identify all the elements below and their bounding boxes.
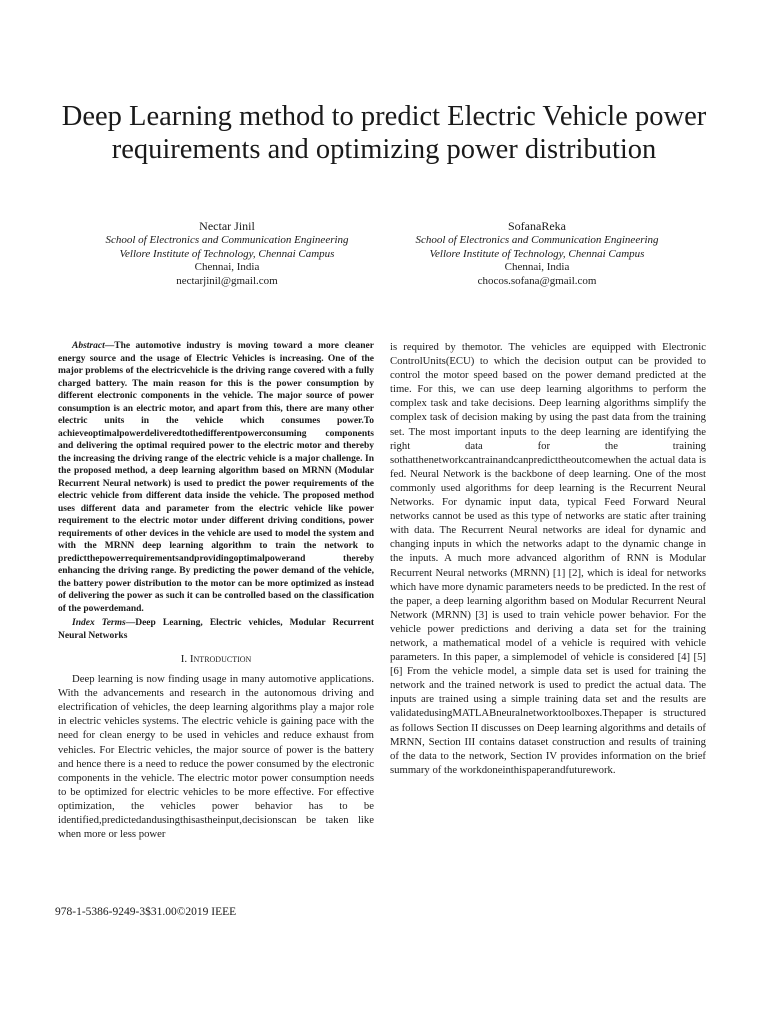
section-heading-introduction xyxy=(58,652,374,666)
author-location: Chennai, India xyxy=(504,261,570,273)
section-number: I. xyxy=(180,653,188,665)
introduction-paragraph-continued: is required by themotor. The vehicles are equipped with Electronic ControlUnits(ECU) to which the decision output can be provided to control the motor speed based on the power demand predicted at the time. For this, we can use deep learning algorithms to perform the complex task and take decisions. Deep learning algorithms simplify the complex task of decision making by using the past data from the training set. The most important inputs to the deep learning are identifying the right data for the training sothatthenetworkcantrainandcanpredicttheoutcomewhen the actual data is fed. Neural Network is the backbone of deep learning. One of the most commonly used algorithms for deep learning is the Recurrent Neural Networks. For dynamic input data, typical Feed Forward Neural networks cannot be used as this type of networks are static after training with data. The Recurrent Neural networks are ideal for dynamic and changing inputs in which the networks adapt to the dynamic change in the inputs. A much more advanced algorithm of RNN is Modular Recurrent Neural networks (MRNN) [1] [2], which is ideal for networks which have more dynamic parameters needs to be predicted. In the rest of the paper, a deep learning algorithm based on Modular Recurrent Neural Network (MRNN) [3] is used to train vehicle power behavior. For the vehicle power predictions and deriving a data set for the training network, a mathematical model of a vehicle is required with vehicle parameters. In this paper, a simplemodel of vehicle is considered [4] [5] [6] From the vehicle model, a simple data set is used for training the network and the trained network is used to predict the actual data. The inputs are trained using a simple training data set and the results are validatedusingMATLABneuralnetworktoolboxes.Thepaper is structured as follows Section II discusses on Deep learning algorithms and details of MRNN, Section III contains dataset construction and results of training of the data to the network, Section IV provides information on the brief summary of the workdoneinthispaperandfuturework. xyxy=(390,341,706,776)
introduction-paragraph: Deep learning is now finding usage in many automotive applications. With the advancements and research in the autonomous driving and electrification of vehicles, the deep learning algorithms play a major role in electric vehicles systems. The electric vehicle is gaining pace with the need for clean energy to be used in vehicles and reduce exhaust from vehicles. For Electric vehicles, the major source of power is the battery and hence there is a need to reduce the power consumed by the electronic components in the vehicle. The electric motor power consumption needs to be optimized for electric vehicles to be more effective. For effective optimization, the vehicles power behavior has to be identified,predictedandusingthisastheinput,decisionscan be taken like when more or less power xyxy=(58,673,374,841)
abstract-label: Abstract xyxy=(72,341,105,351)
author-block-2 xyxy=(377,218,697,288)
author-email: nectarjinil@gmail.com xyxy=(176,274,278,287)
author-department: School of Electronics and Communication Engineering xyxy=(105,234,349,246)
right-column xyxy=(390,340,706,777)
left-column xyxy=(58,340,374,841)
abstract-dash: — xyxy=(104,341,115,351)
paper-title: Deep Learning method to predict Electric Vehicle power requirements and optimizing power distribution xyxy=(61,101,707,165)
author-institute: Vellore Institute of Technology, Chennai Campus xyxy=(429,247,645,260)
author-name: Nectar Jinil xyxy=(199,219,255,233)
author-name: SofanaReka xyxy=(508,219,566,233)
author-location: Chennai, India xyxy=(194,261,260,273)
section-title-rest: ntroduction xyxy=(193,653,252,665)
index-terms-text: Deep Learning, Electric vehicles, Modular Recurrent Neural Networks xyxy=(58,618,374,641)
abstract-text: The automotive industry is moving toward a more cleaner energy source and the usage of Electric Vehicles is increasing. One of the major problems of the electricvehicle is the driving range covered with a fully charged battery. The main reason for this is the power consumption by different electronic components in the vehicle. The major source of power consumption is an electric motor, and apart from this, there are many other electric units in the vehicle which consumes power.To achieveoptimalpowerdeliveredtothedifferentpowerconsuming components and delivering the optimal required power to the electric motor and thereby the increasing the driving range of the electric vehicle is a major challenge. In the proposed method, a deep learning algorithm based on MRNN (Modular Recurrent Neural network) is used to predict the power requirements of the electric vehicle from different data inside the vehicle. The proposed method uses different data and parameter from the electric vehicle like power requirement to the electric motor under different driving conditions, power requirements of other devices in the vehicle are used to model the system and with the MRNN deep learning algorithm to train the network to predictthepowerrequirementsandprovidingoptimalpowerand thereby enhancing the driving range. By predicting the power demand of the vehicle, the battery power distribution to the motor can be more optimized as instead of delivering the power as such it can be controlled based on the classification of the powerdemand. xyxy=(58,341,374,614)
author-email: chocos.sofana@gmail.com xyxy=(477,274,597,287)
copyright-footer: 978-1-5386-9249-3$31.00©2019 IEEE xyxy=(55,906,237,918)
section-title-initial: I xyxy=(189,653,194,665)
author-institute: Vellore Institute of Technology, Chennai Campus xyxy=(119,247,335,260)
index-terms xyxy=(58,617,374,642)
author-department: School of Electronics and Communication Engineering xyxy=(415,234,659,246)
page-bottom-margin xyxy=(0,930,768,1024)
abstract xyxy=(58,340,374,615)
index-terms-label: Index Terms xyxy=(72,618,126,628)
author-block-1 xyxy=(67,218,387,288)
index-terms-dash: — xyxy=(125,618,136,628)
